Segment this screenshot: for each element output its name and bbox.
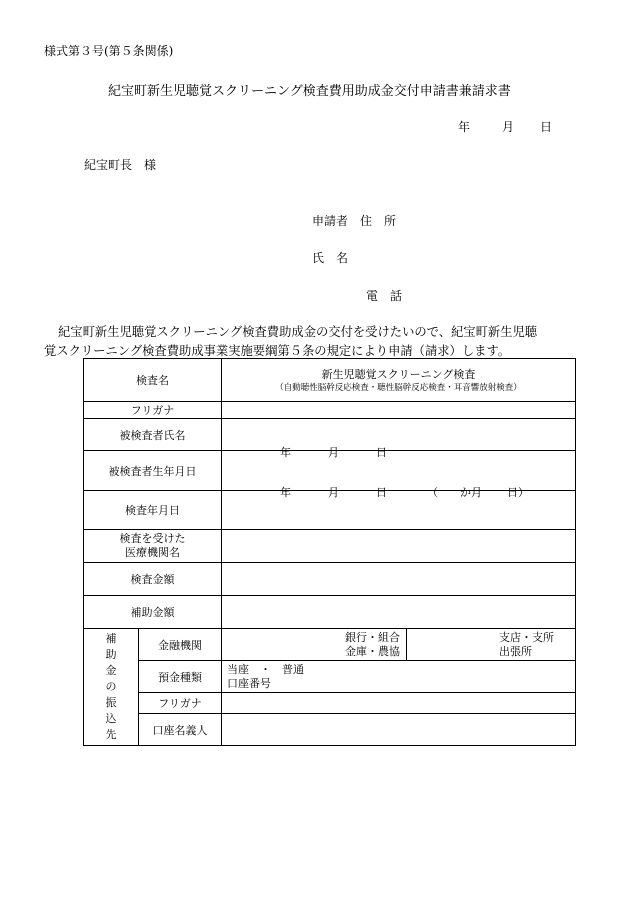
birthdate-year-label: 年 bbox=[280, 446, 291, 459]
row-account-furigana bbox=[84, 693, 576, 714]
exam-name-value: 新生児聴覚スクリーニング検査 bbox=[321, 367, 476, 381]
transfer-label-char: 振 bbox=[105, 696, 117, 709]
transfer-label-char: 金 bbox=[105, 664, 117, 677]
exam-fee-label: 検査金額 bbox=[84, 563, 222, 596]
body-text-line-1: 紀宝町新生児聴覚スクリーニング検査費助成金の交付を受けたいので、紀宝町新生児聴 bbox=[58, 325, 538, 339]
exam-date-days-label: 日） bbox=[507, 486, 529, 499]
transfer-label-char: の bbox=[105, 680, 117, 693]
birthdate-month-label: 月 bbox=[328, 446, 339, 459]
institution-label-line-2: 医療機関名 bbox=[125, 546, 180, 559]
addressee: 紀宝町長 様 bbox=[84, 158, 157, 172]
transfer-label-text bbox=[84, 631, 138, 743]
furigana-label: フリガナ bbox=[84, 402, 222, 419]
bank-type-line-1: 銀行・組合 bbox=[345, 630, 400, 644]
date-month-label: 月 bbox=[502, 120, 515, 134]
exam-date-field[interactable] bbox=[222, 486, 576, 530]
exam-fee-field[interactable] bbox=[222, 563, 576, 596]
applicant-label: 申請者 bbox=[312, 214, 349, 228]
transfer-label-char: 先 bbox=[105, 728, 117, 741]
account-number-label: 口座番号 bbox=[227, 676, 271, 690]
applicant-name-label: 氏 名 bbox=[312, 251, 349, 265]
row-account-holder bbox=[84, 714, 576, 746]
row-exam-fee bbox=[84, 563, 576, 596]
exam-date-day-label: 日 bbox=[376, 486, 387, 499]
bank-name-field[interactable] bbox=[222, 629, 407, 661]
subsidy-field[interactable] bbox=[222, 596, 576, 629]
body-text-line-2: 覚スクリーニング検査費助成事業実施要綱第５条の規定により申請（請求）します。 bbox=[44, 344, 511, 358]
birthdate-day-label: 日 bbox=[376, 446, 387, 459]
institution-field[interactable] bbox=[222, 530, 576, 563]
deposit-field[interactable] bbox=[222, 661, 576, 693]
branch-name-field[interactable] bbox=[407, 629, 576, 661]
exam-name-note: （自動聴性脳幹反応検査・聴性脳幹反応検査・耳音響放射検査） bbox=[275, 382, 522, 393]
account-furigana-field[interactable] bbox=[222, 693, 576, 714]
account-furigana-label: フリガナ bbox=[139, 693, 222, 714]
transfer-label-char: 助 bbox=[105, 648, 117, 661]
bank-type-line-2: 金庫・農協 bbox=[345, 644, 400, 658]
institution-label-line-1: 検査を受けた bbox=[119, 532, 186, 545]
exam-date-year-label: 年 bbox=[280, 486, 291, 499]
document-title: 紀宝町新生児聴覚スクリーニング検査費用助成金交付申請書兼請求書 bbox=[108, 84, 511, 99]
account-holder-label: 口座名義人 bbox=[139, 714, 222, 746]
deposit-options: 当座 ・ 普通 bbox=[227, 662, 304, 676]
row-exam-name bbox=[84, 359, 576, 402]
deposit-type-label: 預金種類 bbox=[139, 661, 222, 693]
applicant-phone-label: 電 話 bbox=[366, 289, 403, 303]
institution-label bbox=[84, 530, 222, 563]
exam-date-month-label: 月 bbox=[328, 486, 339, 499]
examinee-name-field[interactable] bbox=[222, 419, 576, 451]
date-day-label: 日 bbox=[540, 120, 553, 134]
row-subsidy bbox=[84, 596, 576, 629]
exam-name-cell bbox=[222, 359, 576, 402]
row-institution bbox=[84, 530, 576, 563]
subsidy-label: 補助金額 bbox=[84, 596, 222, 629]
exam-date-months-label: か月 bbox=[460, 486, 482, 499]
application-table bbox=[83, 358, 576, 746]
branch-type-line-1: 支店・支所 bbox=[499, 630, 554, 644]
row-deposit bbox=[84, 661, 576, 693]
branch-type-line-2: 出張所 bbox=[499, 644, 532, 658]
birthdate-label: 被検査者生年月日 bbox=[84, 451, 222, 491]
form-number: 様式第３号(第５条関係) bbox=[44, 44, 174, 58]
exam-date-paren-open: （ bbox=[427, 486, 438, 499]
exam-date-label: 検査年月日 bbox=[84, 491, 222, 530]
row-furigana bbox=[84, 402, 576, 419]
transfer-label-char: 補 bbox=[105, 632, 117, 645]
transfer-label-char: 込 bbox=[105, 712, 117, 725]
furigana-field[interactable] bbox=[222, 402, 576, 419]
examinee-name-label: 被検査者氏名 bbox=[84, 419, 222, 451]
transfer-label bbox=[84, 629, 139, 746]
account-holder-field[interactable] bbox=[222, 714, 576, 746]
row-bank bbox=[84, 629, 576, 661]
row-exam-date bbox=[84, 491, 576, 530]
applicant-address-label: 住 所 bbox=[360, 214, 397, 228]
exam-name-label: 検査名 bbox=[84, 359, 222, 402]
bank-label: 金融機関 bbox=[139, 629, 222, 661]
date-year-label: 年 bbox=[458, 120, 471, 134]
